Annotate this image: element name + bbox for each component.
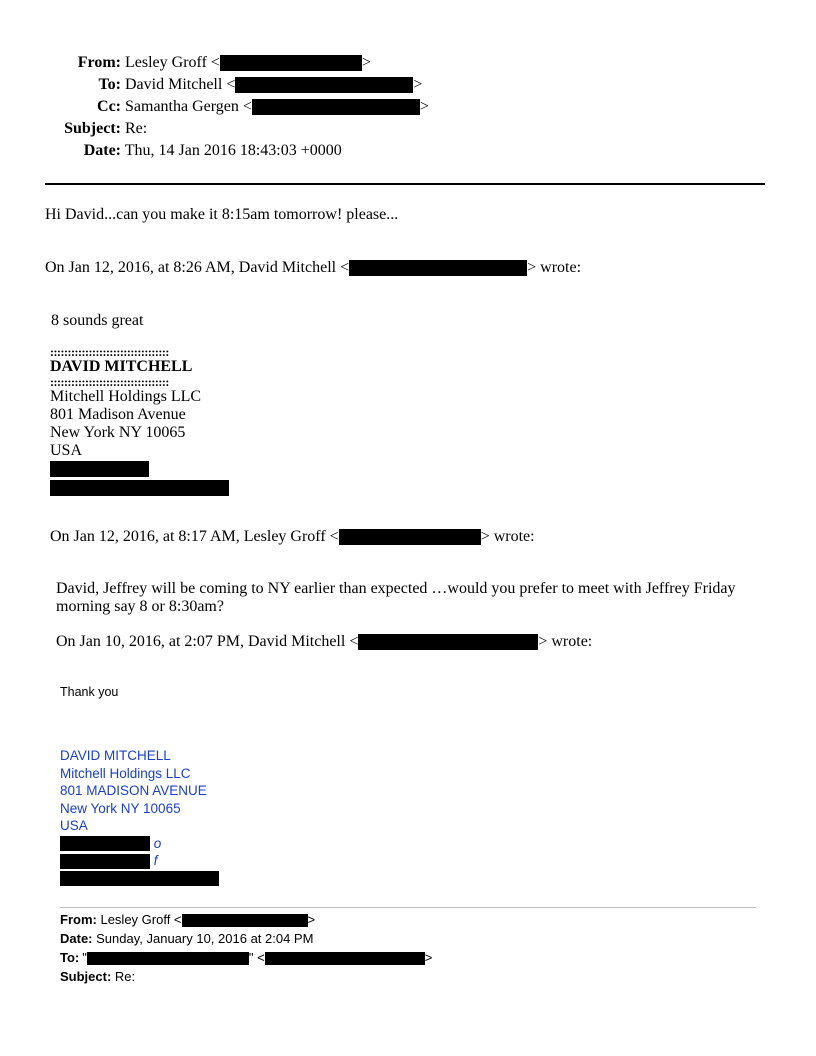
sig-company: Mitchell Holdings LLC — [50, 388, 202, 405]
fwd-to-row: To: " " < > — [60, 950, 433, 965]
redacted-cc-email — [252, 99, 420, 115]
from-name: Lesley Groff — [125, 54, 207, 71]
header-divider — [45, 183, 765, 185]
quote1-signature — [50, 346, 229, 496]
header-to-row: To: David Mitchell < > — [0, 74, 422, 96]
sig-fax-row: f — [60, 852, 219, 870]
subject-value: Re: — [125, 120, 148, 137]
message-body: Hi David...can you make it 8:15am tomorrow! please... — [45, 206, 399, 223]
sig-name: DAVID MITCHELL — [50, 358, 193, 375]
from-label: From: — [77, 54, 121, 71]
quote3-intro: On Jan 10, 2016, at 2:07 PM, David Mitchell < > wrote: — [56, 633, 593, 650]
date-value: Thu, 14 Jan 2016 18:43:03 +0000 — [124, 142, 342, 159]
fwd-date-row: Date: Sunday, January 10, 2016 at 2:04 PM — [60, 931, 314, 946]
forwarded-header — [60, 910, 432, 986]
sig-address: 801 Madison Avenue — [50, 406, 186, 423]
quote1-body: 8 sounds great — [51, 312, 144, 329]
cc-name: Samantha Gergen — [125, 98, 239, 115]
redacted-phone — [60, 836, 150, 851]
sig-rule-bottom: :::::::::::::::::::::::::::::::::: — [50, 375, 169, 389]
header-date-row — [0, 140, 342, 162]
header-cc-row: Cc: Samantha Gergen < > — [0, 96, 429, 118]
sig-email-row — [60, 870, 219, 888]
sig-company: Mitchell Holdings LLC — [60, 765, 191, 781]
fwd-from-row: From: Lesley Groff < > — [60, 912, 316, 927]
redacted-email — [60, 871, 219, 886]
redacted-email — [265, 952, 425, 965]
redacted-email — [358, 634, 538, 650]
redacted-from-email — [220, 55, 362, 71]
quote3-signature — [60, 747, 219, 887]
sig-address: 801 MADISON AVENUE — [60, 783, 207, 798]
header-subject-row — [0, 118, 147, 140]
sig-country: USA — [60, 818, 88, 833]
sig-rule-top: :::::::::::::::::::::::::::::::::: — [50, 345, 169, 359]
quote2-intro: On Jan 12, 2016, at 8:17 AM, Lesley Groff < > wrote: — [50, 528, 535, 545]
sig-city: New York NY 10065 — [60, 800, 181, 816]
sig-city: New York NY 10065 — [50, 424, 186, 441]
redacted-name — [87, 952, 249, 965]
redacted-phone — [60, 854, 150, 869]
cc-label: Cc: — [97, 98, 121, 115]
date-label: Date: — [83, 142, 121, 159]
quote1-intro: On Jan 12, 2016, at 8:26 AM, David Mitchell < > wrote: — [45, 259, 582, 276]
redacted-email — [182, 914, 308, 927]
to-label: To: — [98, 76, 121, 93]
redacted-phone — [50, 461, 149, 477]
sig-name: DAVID MITCHELL — [60, 748, 171, 763]
redacted-email — [339, 529, 481, 545]
header-from-row: From: Lesley Groff < > — [0, 52, 371, 74]
sig-office-phone-row: o — [60, 835, 219, 853]
forwarded-divider — [60, 907, 756, 908]
quote2-body: David, Jeffrey will be coming to NY earlier than expected …would you prefer to meet with Jeffrey Friday morning say 8 or 8:30am? — [56, 580, 736, 615]
fwd-subject-row: Subject: Re: — [60, 969, 136, 984]
subject-label: Subject: — [64, 120, 121, 137]
redacted-email — [349, 260, 527, 276]
sig-country: USA — [50, 442, 83, 459]
to-name: David Mitchell — [125, 76, 223, 93]
redacted-to-email — [235, 77, 413, 93]
redacted-email — [50, 480, 229, 496]
quote3-body: Thank you — [60, 685, 119, 699]
